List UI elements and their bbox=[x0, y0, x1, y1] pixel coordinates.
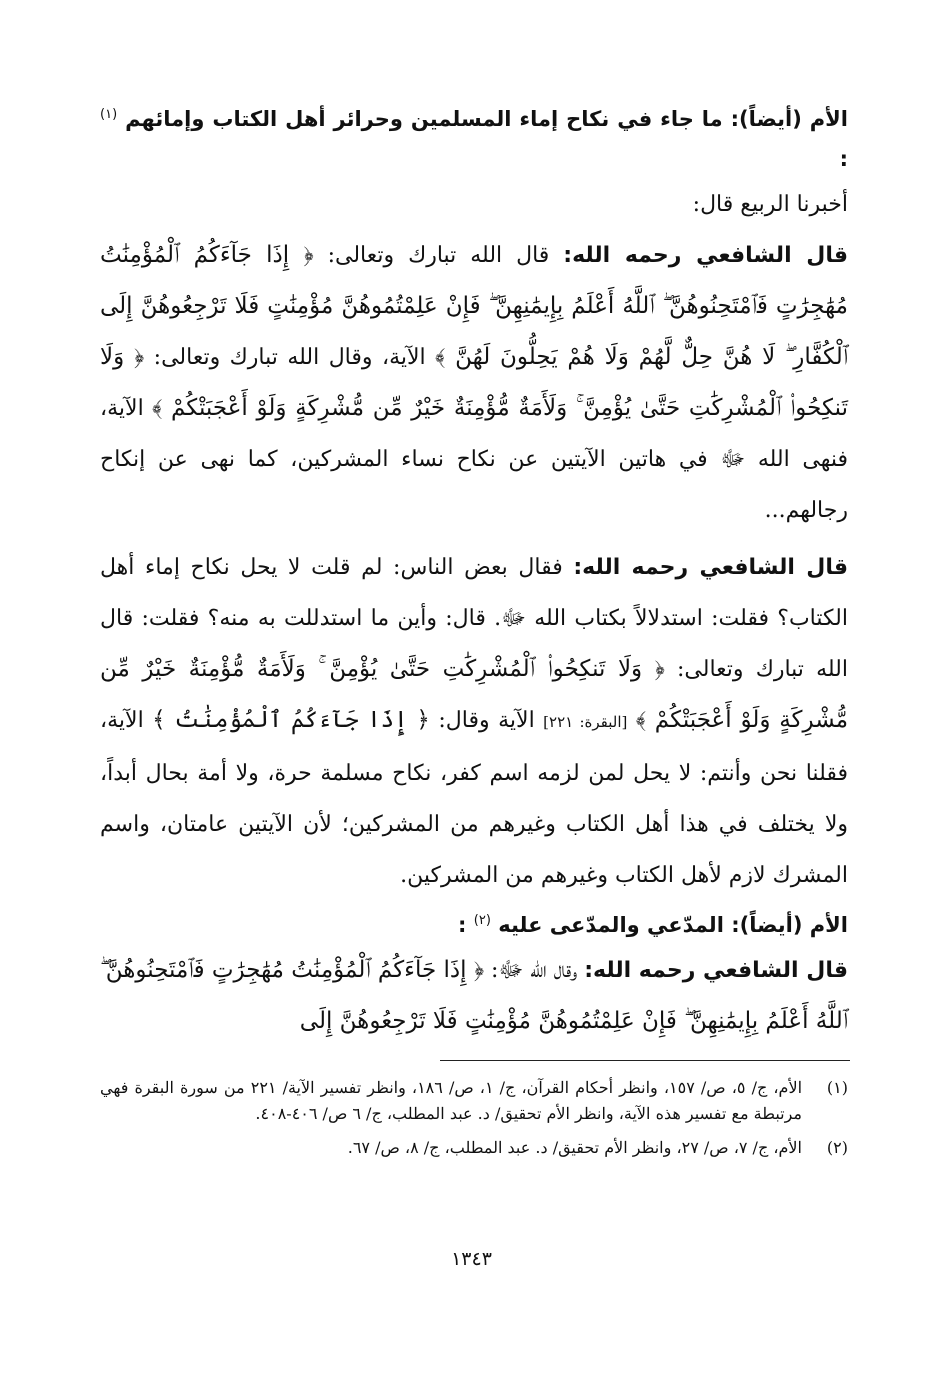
paragraph-text: فقال بعض الناس: لم قلت لا يحل نكاح إماء أهل الكتاب؟ فقلت: استدلالاً بكتاب الله ﷻ. قال: وأين ما استدللت به منه؟ فقلت: قال الله تبارك وتعالى: bbox=[100, 555, 848, 682]
footnote-1 bbox=[100, 1075, 848, 1127]
footnote-number: (٢) bbox=[826, 1138, 848, 1157]
paragraph-lead: قال الشافعي رحمه الله: bbox=[584, 958, 848, 983]
paragraph-text: قال الله تبارك وتعالى: bbox=[327, 243, 550, 268]
heading-colon: : bbox=[458, 913, 467, 937]
section-title: الأم (أيضاً): ما جاء في نكاح إماء المسلمين وحرائر أهل الكتاب وإمائهم bbox=[125, 107, 848, 131]
footnote-text: الأم، ج/ ٥، ص/ ١٥٧، وانظر أحكام القرآن، ج/ ١، ص/ ١٨٦، وانظر تفسير الآية/ ٢٢١ من سورة البقرة فهي مرتبطة مع تفسير هذه الآية، وانظر الأم تحقيق/ د. عبد المطلب، ج/ ٦ ص/ ٤٠٦-٤٠٨. bbox=[100, 1078, 803, 1123]
footnote-divider bbox=[440, 1060, 850, 1061]
page-body bbox=[100, 95, 848, 1047]
paragraph-lead: قال الشافعي رحمه الله: bbox=[573, 555, 849, 580]
paragraph-text: الآية، فنهى الله ﷻ في هاتين الآيتين عن نكاح نساء المشركين، كما نهى عن إنكاح رجالهم... bbox=[100, 396, 848, 523]
paragraph-3 bbox=[100, 945, 848, 1047]
footnote-2 bbox=[100, 1135, 848, 1161]
footnote-ref[interactable]: (١) bbox=[100, 107, 118, 122]
footnotes bbox=[100, 1075, 848, 1169]
section-heading-2 bbox=[100, 901, 848, 945]
footnote-number: (١) bbox=[826, 1078, 848, 1097]
quran-verse: ﴿ وَلَا تَنكِحُوا۟ ٱلْمُشْرِكَٰتِ حَتَّىٰ يُؤْمِنَّ ۚ وَلَأَمَةٌ مُّؤْمِنَةٌ خَيْرٌ مِّن مُّشْرِكَةٍ وَلَوْ أَعْجَبَتْكُمْ ﴾ bbox=[100, 344, 848, 421]
paragraph-2 bbox=[100, 542, 848, 901]
paragraph-1 bbox=[100, 230, 848, 536]
paragraph-text: وقال الله ﷻ: bbox=[491, 958, 578, 983]
footnote-text: الأم، ج/ ٧، ص/ ٢٧، وانظر الأم تحقيق/ د. عبد المطلب، ج/ ٨، ص/ ٦٧. bbox=[347, 1138, 802, 1157]
section-heading-1 bbox=[100, 95, 848, 179]
paragraph-text: الآية، وقال الله تبارك وتعالى: bbox=[153, 345, 426, 370]
quran-verse: ﴿ إِذَا جَآءَكُمُ ٱلْمُؤْمِنَٰتُ مُهَٰجِرَٰتٍ فَٱمْتَحِنُوهُنَّ ۖ ٱللَّهُ أَعْلَمُ بِإِيمَٰنِهِنَّ ۖ فَإِنْ عَلِمْتُمُوهُنَّ مُؤْمِنَٰتٍ فَلَا تَرْجِعُوهُنَّ إِلَى bbox=[99, 957, 848, 1034]
paragraph-text: الآية، فقلنا نحن وأنتم: لا يحل لمن لزمه اسم كفر، نكاح مسلمة حرة، ولا أمة بحال أبداً، ولا يختلف في هذا أهل الكتاب وغيرهم من المشركين؛ لأن الآيتين عامتان، واسم المشرك لازم لأهل الكتاب وغيرهم من المشركين. bbox=[100, 708, 848, 888]
quran-verse: ﴿ إِذَا جَآءَكُمُ ٱلْمُؤْمِنَٰتُ ﴾ bbox=[152, 707, 430, 733]
paragraph-text: الآية وقال: bbox=[438, 708, 535, 733]
paragraph-lead: قال الشافعي رحمه الله: bbox=[563, 243, 848, 268]
page-number: ١٣٤٣ bbox=[451, 1248, 492, 1270]
verse-reference: [البقرة: ٢٢١] bbox=[543, 713, 628, 731]
intro-line: أخبرنا الربيع قال: bbox=[692, 192, 848, 217]
quran-verse: ﴿ وَلَا تَنكِحُوا۟ ٱلْمُشْرِكَٰتِ حَتَّىٰ يُؤْمِنَّ ۚ وَلَأَمَةٌ مُّؤْمِنَةٌ خَيْرٌ مِّن مُّشْرِكَةٍ وَلَوْ أَعْجَبَتْكُمْ ﴾ bbox=[100, 656, 849, 733]
heading-colon: : bbox=[839, 147, 848, 171]
footnote-ref[interactable]: (٢) bbox=[473, 913, 491, 928]
quran-verse: ﴿ إِذَا جَآءَكُمُ ٱلْمُؤْمِنَٰتُ مُهَٰجِرَٰتٍ فَٱمْتَحِنُوهُنَّ ۖ ٱللَّهُ أَعْلَمُ بِإِيمَٰنِهِنَّ ۖ فَإِنْ عَلِمْتُمُوهُنَّ مُؤْمِنَٰتٍ فَلَا تَرْجِعُوهُنَّ إِلَى ٱلْكُفَّارِ ۖ لَا هُنَّ حِلٌّ لَّهُمْ وَلَا هُمْ يَحِلُّونَ لَهُنَّ ﴾ bbox=[100, 242, 848, 370]
section-title: الأم (أيضاً): المدّعي والمدّعى عليه bbox=[498, 913, 848, 937]
